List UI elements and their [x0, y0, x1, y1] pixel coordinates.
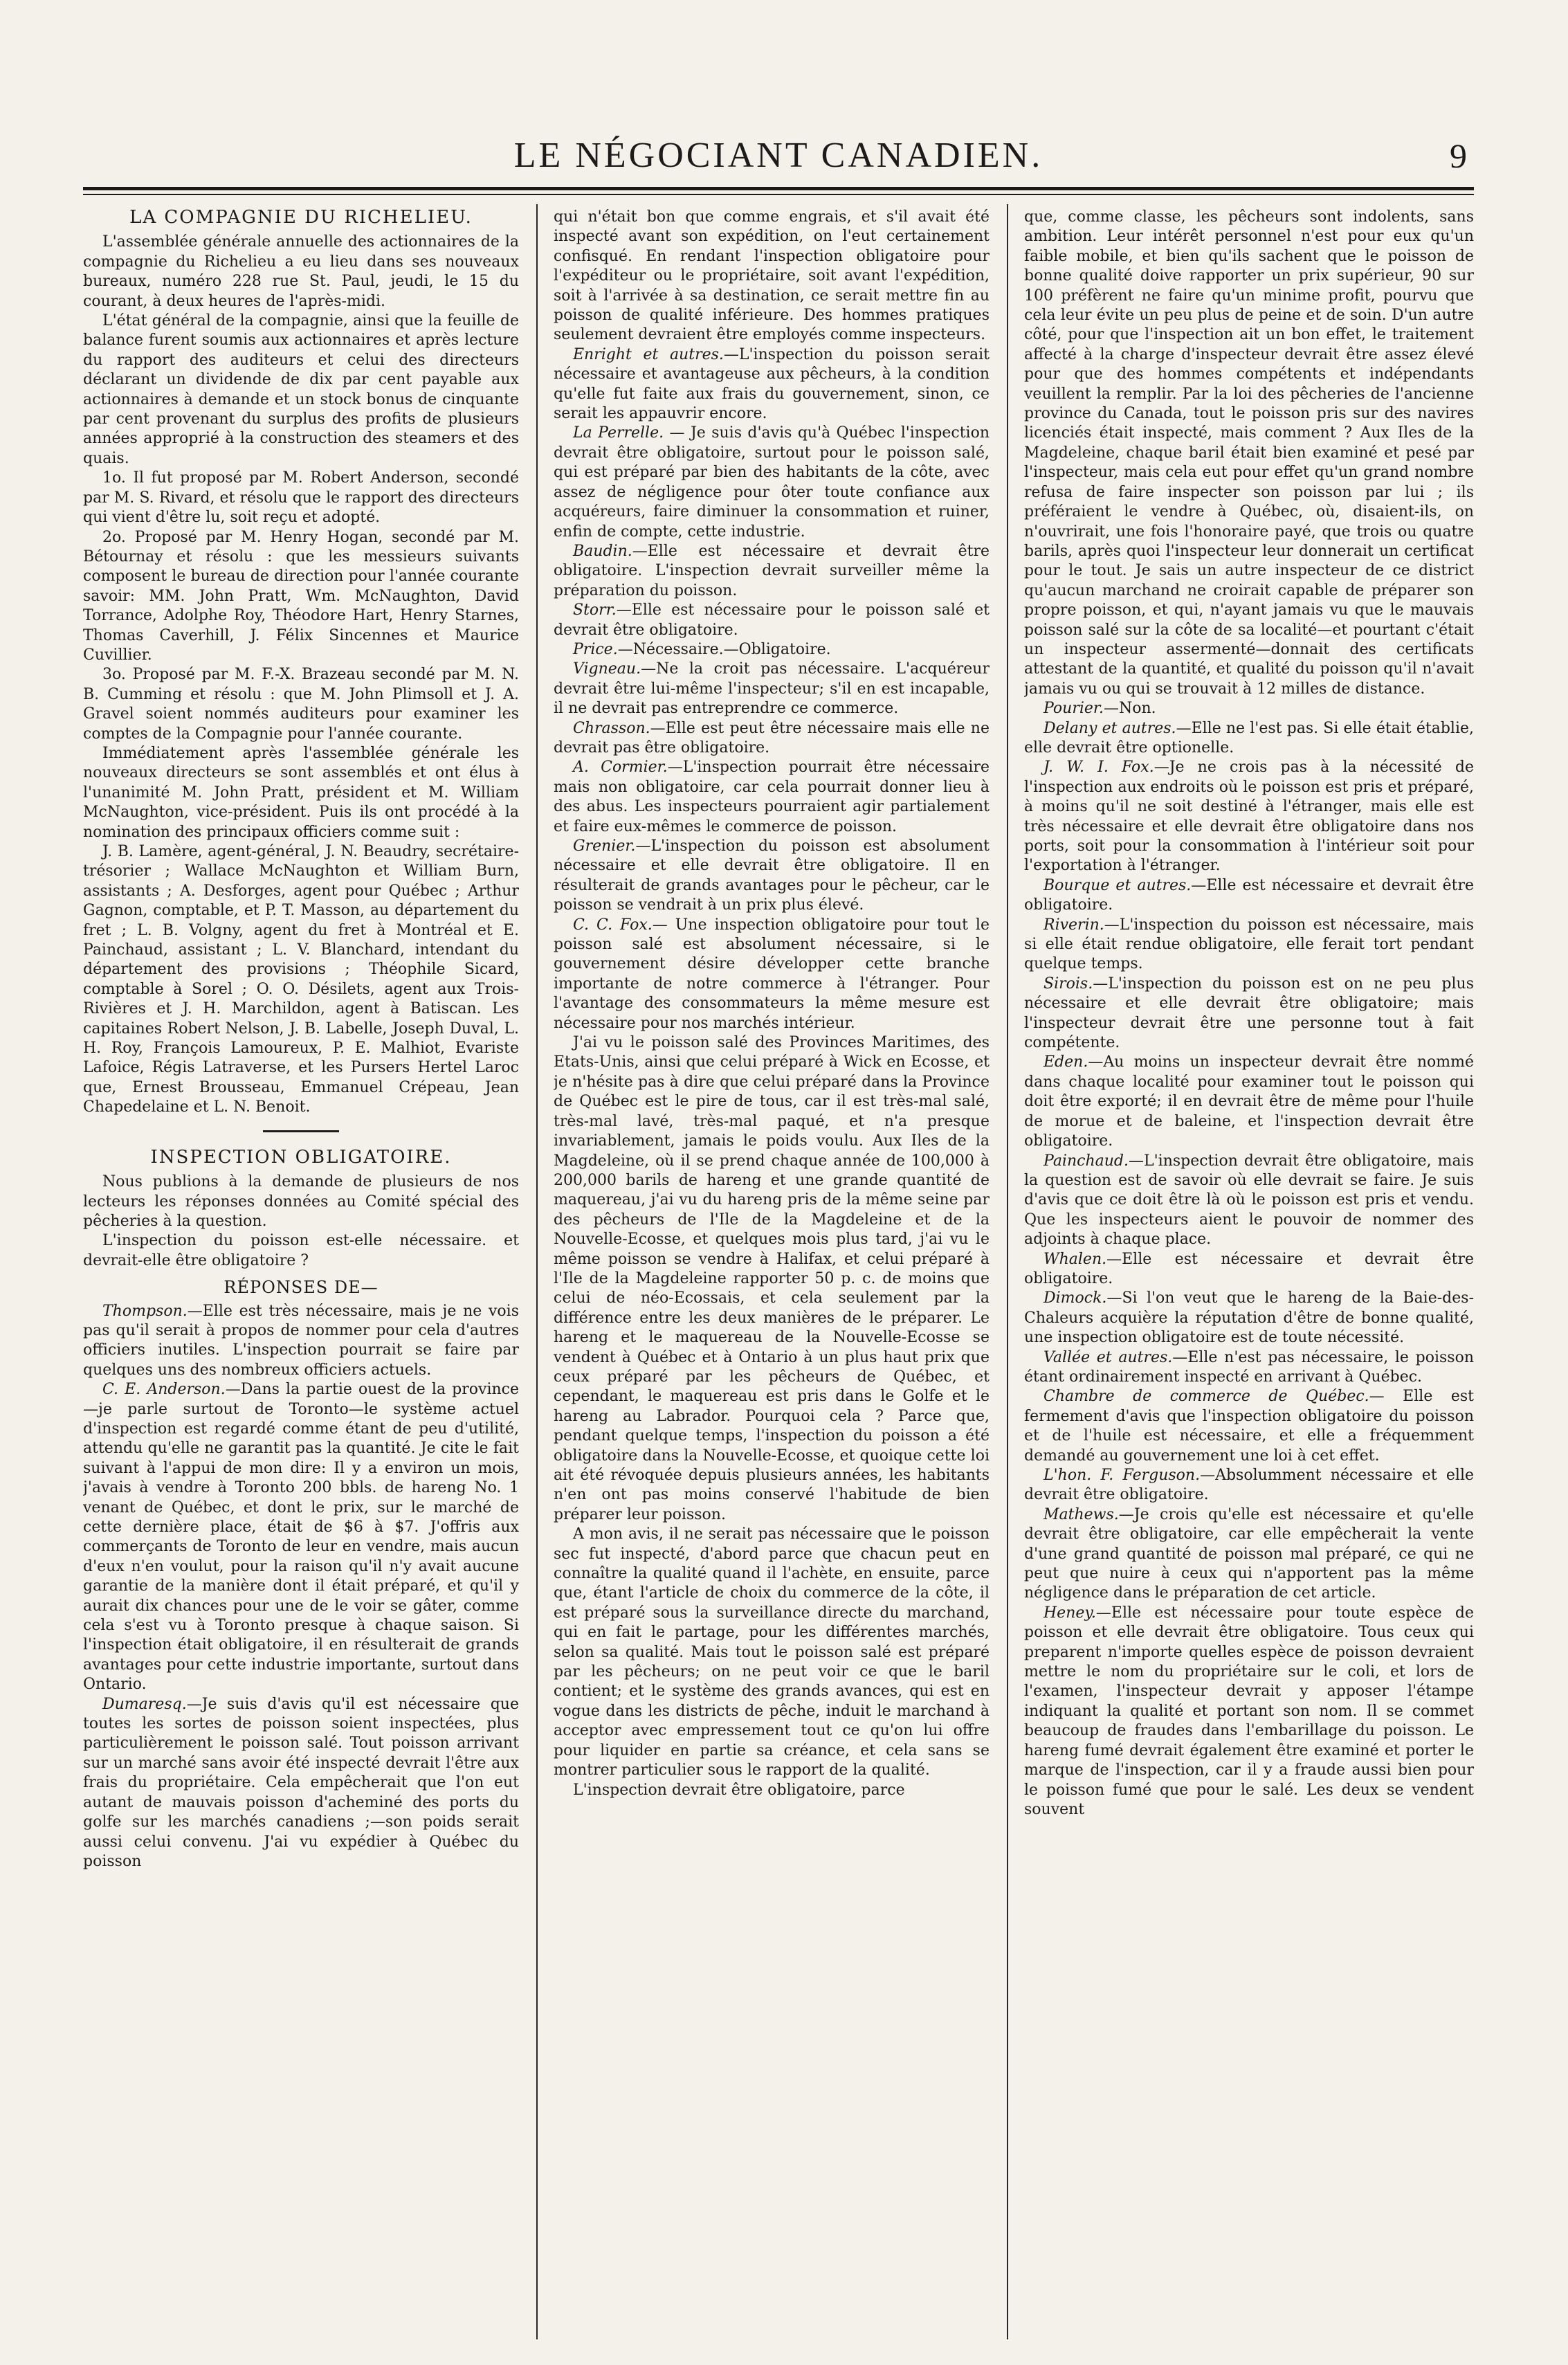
response-text: —Ne la croit pas nécessaire. L'acquéreur devrait être lui-même l'inspecteur; s'il en est incapable, il ne devrait pas entreprendre ce commerce.	[554, 660, 990, 718]
respondent-name: C. E. Anderson.	[102, 1381, 226, 1399]
response-paragraph	[1024, 975, 1474, 1053]
article-paragraph: L'état général de la compagnie, ainsi que la feuille de balance furent soumis aux actionnaires et après lecture du rapport des auditeurs et celui des directeurs déclarant un dividende de dix par cent payable aux actionnaires à demande et un stock bonus de cinquante par cent provenant du surplus des profits de plusieurs années approprié à la construction des steamers et des quais.	[83, 312, 519, 467]
respondent-name: L'hon. F. Ferguson.	[1043, 1467, 1201, 1484]
response-text: —Absolumment nécessaire et elle devrait être obligatoire.	[1024, 1467, 1474, 1504]
response-text: —L'inspection devrait être obligatoire, mais la question est de savoir où elle devrait se faire. Je suis d'avis que ce doit être là où le poisson est pris et vendu. Que les inspecteurs aient le pouvoir de nommer des adjoints à chaque place.	[1024, 1152, 1474, 1249]
respondent-name: C. C. Fox.	[573, 916, 653, 934]
response-text: —Non.	[1104, 700, 1156, 718]
article-paragraph: Immédiatement après l'assemblée générale les nouveaux directeurs se sont assemblés et ont élus à l'unanimité M. John Pratt, président et M. William McNaughton, vice-président. Puis ils ont procédé à la nomination des principaux officiers comme suit :	[83, 744, 519, 841]
response-text: —L'inspection du poisson est nécessaire, mais si elle était rendue obligatoire, elle ferait tort pendant quelque temps.	[1024, 916, 1474, 973]
response-text: — Une inspection obligatoire pour tout le poisson salé est absolument nécessaire, si le gouvernement désire développer cette branche importante de notre commerce à l'étranger. Pour l'avantage des consommateurs la même mesure est nécessaire pour nos marchés intérieur.	[554, 916, 990, 1032]
article-separator	[263, 1130, 339, 1132]
response-text: —Elle n'est pas nécessaire, le poisson étant ordinairement inspecté en arrivant à Québec.	[1024, 1348, 1474, 1386]
response-paragraph	[1024, 1387, 1474, 1466]
response-paragraph	[1024, 758, 1474, 876]
response-text: — Je suis d'avis qu'à Québec l'inspection devrait être obligatoire, surtout pour le poisson salé, qui est préparé par bien des habitants de la côte, avec assez de négligence pour ôter toute confiance aux acquéreurs, faire diminuer la consommation et ruiner, enfin de compte, cette industrie.	[554, 424, 990, 541]
respondent-name: Whalen.	[1043, 1250, 1107, 1268]
masthead	[83, 135, 1474, 183]
respondent-name: Chambre de commerce de Québec.	[1043, 1388, 1369, 1406]
respondent-name: Chrasson.	[573, 719, 650, 737]
respondent-name: Grenier.	[573, 837, 636, 855]
response-text: —Au moins un inspecteur devrait être nommé dans chaque localité pour examiner tout le poisson qui doit être exporté; il en devrait être de même pour l'huile de morue et de baleine, et l'inspection devrait être obligatoire.	[1024, 1053, 1474, 1150]
header-rule-thin	[83, 194, 1474, 195]
response-paragraph	[554, 542, 990, 601]
response-paragraph	[1024, 916, 1474, 975]
column-divider	[536, 204, 538, 2339]
response-paragraph	[554, 719, 990, 759]
respondent-name: Sirois.	[1043, 975, 1093, 993]
response-paragraph	[554, 424, 990, 541]
response-paragraph	[554, 758, 990, 837]
response-paragraph	[1024, 1604, 1474, 1820]
response-text: —Elle est nécessaire pour le poisson salé et devrait être obligatoire.	[554, 601, 990, 639]
respondent-name: Storr.	[573, 601, 617, 619]
page-number: 9	[1450, 136, 1467, 175]
response-paragraph	[1024, 719, 1474, 759]
response-text: —Je crois qu'elle est nécessaire et qu'elle devrait être obligatoire, car elle empêcherait la vente d'une grand quantité de poisson mal préparé, ce qui ne peut que nuire à ceux qui n'apportent pas la même négligence dans le préparation de cet article.	[1024, 1505, 1474, 1602]
respondent-name: Bourque et autres.	[1043, 876, 1192, 894]
respondent-name: Thompson.	[102, 1302, 188, 1320]
column-2	[554, 208, 990, 2339]
response-text: —L'inspection du poisson serait nécessaire et avantageuse aux pêcheurs, à la condition qu'elle fut faite aux frais du gouvernement, sinon, ce serait les appauvrir encore.	[554, 345, 990, 423]
response-paragraph	[554, 916, 990, 1033]
respondent-name: Eden.	[1043, 1053, 1088, 1071]
article-paragraph: que, comme classe, les pêcheurs sont indolents, sans ambition. Leur intérêt personnel n'est pour eux qu'un faible mobile, et bien qu'ils sachent que le poisson de bonne qualité doive rapporter un prix supérieur, 90 sur 100 préfèrent ne faire qu'un minime profit, pourvu que cela leur évite un peu plus de peine et de soin. D'un autre côté, pour que l'inspection ait un bon effet, le traitement affecté à la charge d'inspecteur devrait être assez élevé pour que des hommes compétents et indépendants veuillent la remplir. Par la loi des pêcheries de l'ancienne province du Canada, tout le poisson pris sur des navires licenciés était inspecté, mais comment ? Aux Iles de la Magdeleine, chaque baril était bien examiné et pesé par l'inspecteur, mais cela eut pour effet qu'un grand nombre refusa de faire inspecter son poisson par lui ; ils préféraient le vendre à Québec, où, disaient-ils, on n'ouvrirait, une fois l'honoraire payé, que trois ou quatre barils, après quoi l'inspecteur leur donnerait un certificat pour le tout. Je sais un autre inspecteur de ce district qu'aucun marchand ne croirait capable de préparer son propre poisson, et qui, n'ayant jamais vu que le mauvais poisson salé sur la côte de sa localité—et pourtant c'était un inspecteur assermenté—donnait des certificats attestant de la quantité, et qualité du poisson qu'il n'avait jamais vu ou qui se trouvait à 12 milles de distance.	[1024, 208, 1474, 698]
respondent-name: Pourier.	[1043, 700, 1104, 718]
response-text: —Elle est nécessaire et devrait être obligatoire.	[1024, 876, 1474, 914]
response-paragraph	[1024, 876, 1474, 916]
response-text: —Elle est très nécessaire, mais je ne vois pas qu'il serait à propos de nommer pour cela d'autres officiers inutiles. L'inspection pourrait se faire par quelques uns des nombreux officiers actuels.	[83, 1302, 519, 1379]
respondent-name: Mathews.	[1043, 1505, 1119, 1523]
response-text: —L'inspection du poisson est on ne peu plus nécessaire et elle devrait être obligatoire; mais l'inspecteur devrait être une personne tout à fait compétente.	[1024, 975, 1474, 1052]
respondent-name: Vigneau.	[573, 660, 641, 678]
respondent-name: Enright et autres.	[573, 345, 724, 363]
article-paragraph: 2o. Proposé par M. Henry Hogan, secondé par M. Bétournay et résolu : que les messieurs suivants composent le bureau de direction pour l'année courante savoir: MM. John Pratt, Wm. McNaughton, David Torrance, Adolphe Roy, Théodore Hart, Henry Starnes, Thomas Caverhill, J. Félix Sincennes et Maurice Cuvillier.	[83, 528, 519, 664]
article-paragraph: L'inspection devrait être obligatoire, parce	[573, 1781, 905, 1799]
response-paragraph	[1024, 699, 1474, 718]
article-paragraph: 1o. Il fut proposé par M. Robert Anderson, secondé par M. S. Rivard, et résolu que le rapport des directeurs qui vient d'être lu, soit reçu et adopté.	[83, 469, 519, 527]
respondent-name: A. Cormier.	[573, 759, 668, 777]
article-paragraph: A mon avis, il ne serait pas nécessaire que le poisson sec fut inspecté, d'abord parce que chacun peut en connaître la qualité quand il l'achète, en ensuite, parce que, étant l'article de choix du commerce de la côte, il est préparé sous la surveillance directe du marchand, qui en fait le partage, pour les différentes marchés, selon sa qualité. Mais tout le poisson salé est préparé par les pêcheurs; on ne peut voir ce que le baril contient; et le système des grands avances, qui est en vogue dans les districts de pêche, induit le marchand à acceptor avec empressement tout ce qu'on lui offre pour liquider en partie sa créance, et cela sans se montrer particulier sous le rapport de la qualité.	[554, 1525, 990, 1779]
response-text: — Elle est fermement d'avis que l'inspection obligatoire du poisson et de l'huile est nécessaire, et elle a fréquemment demandé au gouvernement une loi à cet effet.	[1024, 1388, 1474, 1465]
response-text: —L'inspection du poisson est absolument nécessaire et elle devrait être obligatoire. Il en résulterait de grands avantages pour le pêcheur, car le poisson se vendrait à un prix plus élevé.	[554, 837, 990, 914]
article-paragraph: J'ai vu le poisson salé des Provinces Maritimes, des Etats-Unis, ainsi que celui préparé à Wick en Ecosse, et je n'hésite pas à dire que celui préparé dans la Province de Québec est le pire de tous, car il est très-mal salé, très-mal lavé, très-mal paqué, et n'a presque invariablement, jamais le poids voulu. Aux Iles de la Magdeleine, où il se prend chaque année de 100,000 à 200,000 barils de hareng et une grande quantité de maquereau, j'ai vu du hareng pris de la même seine par des pêcheurs de l'Ile de la Magdeleine et de la Nouvelle-Ecosse, et quelques mois plus tard, j'ai vu le même poisson se vendre à Halifax, et celui préparé à l'Ile de la Magdeleine rapporter 50 p. c. de moins que celui de néo-Ecossais, et cela seulement par la différence entre les deux manières de le préparer. Le hareng et le maquereau de la Nouvelle-Ecosse se vendent à Québec et à Ontario à un plus haut prix que ceux préparé par les pêcheurs de Québec, et cependant, le maquereau est pris dans le Golfe et le hareng au Labrador. Pourquoi cela ? Parce que, pendant quelque temps, l'inspection du poisson a été obligatoire dans la Nouvelle-Ecosse, et quoique cette loi ait été révoquée depuis plusieurs années, les habitants n'en ont pas moins conservé l'habitude de bien préparer leur poisson.	[554, 1034, 990, 1523]
respondent-name: Baudin.	[573, 542, 632, 560]
response-text: —Elle est nécessaire et devrait être obligatoire. L'inspection devrait surveiller même la préparation du poisson.	[554, 542, 990, 599]
column-3	[1024, 208, 1474, 2339]
header-rule-thick	[83, 187, 1474, 190]
respondent-name: Heney.	[1043, 1604, 1096, 1622]
respondent-name: J. W. I. Fox.	[1043, 759, 1154, 777]
respondent-name: Delany et autres.	[1043, 719, 1176, 737]
article-paragraph: L'assemblée générale annuelle des actionnaires de la compagnie du Richelieu a eu lieu dans ses nouveaux bureaux, numéro 228 rue St. Paul, jeudi, le 15 du courant, à deux heures de l'après-midi.	[83, 233, 519, 310]
running-head: LE NÉGOCIANT CANADIEN.	[513, 136, 1043, 175]
response-paragraph	[1024, 1152, 1474, 1250]
response-paragraph	[554, 660, 990, 718]
response-text: —Elle est nécessaire et devrait être obligatoire.	[1024, 1250, 1474, 1287]
article-paragraph: Nous publions à la demande de plusieurs de nos lecteurs les réponses données au Comité spécial des pêcheries à la question.	[83, 1173, 519, 1230]
response-text: —Elle est nécessaire pour toute espèce de poisson et elle devrait être obligatoire. Tous ceux qui preparent n'importe quelles espèce de poisson devraient mettre le nom du propriétaire sur le coli, et lors de l'examen, l'inspecteur devrait y apposer l'étampe indiquant la qualité et portant son nom. Il se commet beaucoup de fraudes dans l'embarillage du poisson. Le hareng fumé devrait également être examiné et porter le marque de l'inspection, car il y a fraude aussi bien pour le poisson fumé que pour le salé. Les deux se vendent souvent	[1024, 1604, 1474, 1818]
article-heading-richelieu: LA COMPAGNIE DU RICHELIEU.	[129, 208, 473, 228]
article-paragraph: L'inspection du poisson est-elle nécessaire. et devrait-elle être obligatoire ?	[83, 1232, 519, 1269]
response-paragraph	[1024, 1348, 1474, 1388]
responses-heading: RÉPONSES DE—	[224, 1278, 379, 1298]
article-paragraph: qui n'était bon que comme engrais, et s'il avait été inspecté avant son expédition, on l'eut certainement confisqué. En rendant l'inspection obligatoire pour l'expéditeur ou le propriétaire, soit avant l'expédition, soit à l'arrivée à sa destination, ce serait mettre fin au poisson de qualité inférieure. Des hommes pratiques seulement devraient être employés comme inspecteurs.	[554, 208, 990, 344]
response-paragraph	[554, 345, 990, 424]
respondent-name: Painchaud.	[1043, 1152, 1129, 1170]
response-paragraph	[83, 1380, 519, 1695]
response-text: —Elle ne l'est pas. Si elle était établie, elle devrait être optionelle.	[1024, 719, 1474, 756]
respondent-name: Dumaresq.	[102, 1695, 187, 1713]
respondent-name: La Perrelle.	[573, 424, 664, 442]
response-text: —Dans la partie ouest de la province—je parle surtout de Toronto—le système actuel d'inspection est regardé comme étant de peu d'utilité, attendu qu'elle ne garantit pas la quantité. Je cite le fait suivant à l'appui de mon dire: Il y a environ un mois, j'avais à vendre à Toronto 200 bbls. de hareng No. 1 venant de Québec, et dont le prix, sur le marché de cette dernière place, était de $6 à $7. J'offris aux commerçants de Toronto de leur en vendre, mais aucun d'eux n'en voulut, pour la raison qu'il n'y avait aucune garantie de la manière dont il était préparé, et qu'il y aurait dix chances pour une de le voir se gâter, comme cela s'est vu à Toronto presque à chaque saison. Si l'inspection était obligatoire, il en résulterait de grands avantages pour cette industrie importante, surtout dans Ontario.	[83, 1381, 519, 1694]
response-text: —L'inspection pourrait être nécessaire mais non obligatoire, car cela pourrait donner lieu à des abus. Les inspecteurs pourraient agir partialement et faire eux-mêmes le commerce de poisson.	[554, 759, 990, 835]
article-heading-inspection: INSPECTION OBLIGATOIRE.	[150, 1146, 452, 1168]
response-text: —Nécessaire.—Obligatoire.	[617, 640, 831, 658]
response-text: —Je ne crois pas à la nécessité de l'inspection aux endroits où le poisson est pris et préparé, à moins qu'il ne soit destiné à l'étranger, mais elle est très nécessaire et elle devrait être obligatoire dans nos ports, soit pour la consommation à l'intérieur soit pour l'exportation à l'étranger.	[1024, 759, 1474, 875]
article-paragraph: J. B. Lamère, agent-général, J. N. Beaudry, secrétaire-trésorier ; Wallace McNaughton et William Burn, assistants ; A. Desforges, agent pour Québec ; Arthur Gagnon, comptable, et P. T. Masson, au département du fret ; L. B. Volgny, agent du fret à Montréal et E. Painchaud, assistant ; L. V. Blanchard, intendant du département des provisions ; Théophile Sicard, comptable à Sorel ; O. O. Désilets, agent aux Trois-Rivières et J. H. Marchildon, agent à Batiscan. Les capitaines Robert Nelson, J. B. Labelle, Joseph Duval, L. H. Roy, François Lamoureux, P. E. Malhiot, Evariste Lafoice, Régis Latraverse, et les Pursers Hertel Laroc que, Ernest Brousseau, Emmanuel Crépeau, Jean Chapedelaine et L. N. Benoit.	[83, 843, 519, 1116]
response-text: —Si l'on veut que le hareng de la Baie-des-Chaleurs acquière la réputation d'être de bonne qualité, une inspection obligatoire est de toute nécessité.	[1024, 1289, 1474, 1347]
response-paragraph	[83, 1695, 519, 1872]
respondent-name: Price.	[573, 640, 618, 658]
response-text: —Je suis d'avis qu'il est nécessaire que toutes les sortes de poisson soient inspectées, plus particulièrement le poisson salé. Tout poisson arrivant sur un marché sans avoir été inspecté devrait l'être aux frais du propriétaire. Cela empêcherait que l'on eut autant de mauvais poisson d'acheminé des ports du golfe sur les marchés canadiens ;—son poids serait aussi celui convenu. J'ai vu expédier à Québec du poisson	[83, 1695, 519, 1870]
response-text: —Elle est peut être nécessaire mais elle ne devrait pas être obligatoire.	[554, 719, 990, 756]
response-paragraph	[554, 640, 990, 660]
respondent-name: Riverin.	[1043, 916, 1104, 934]
response-paragraph	[1024, 1289, 1474, 1348]
response-paragraph	[83, 1302, 519, 1381]
response-paragraph	[554, 601, 990, 640]
column-divider	[1007, 204, 1008, 2339]
response-paragraph	[554, 837, 990, 916]
response-paragraph	[1024, 1053, 1474, 1151]
response-paragraph	[1024, 1250, 1474, 1289]
article-paragraph: 3o. Proposé par M. F.-X. Brazeau secondé par M. N. B. Cumming et résolu : que M. John Plimsoll et J. A. Gravel soient nommés auditeurs pour examiner les comptes de la Compagnie pour l'année courante.	[83, 666, 519, 743]
response-paragraph	[1024, 1466, 1474, 1505]
column-1	[83, 208, 519, 2339]
respondent-name: Vallée et autres.	[1043, 1348, 1173, 1366]
response-paragraph	[1024, 1505, 1474, 1604]
respondent-name: Dimock.	[1043, 1289, 1107, 1307]
